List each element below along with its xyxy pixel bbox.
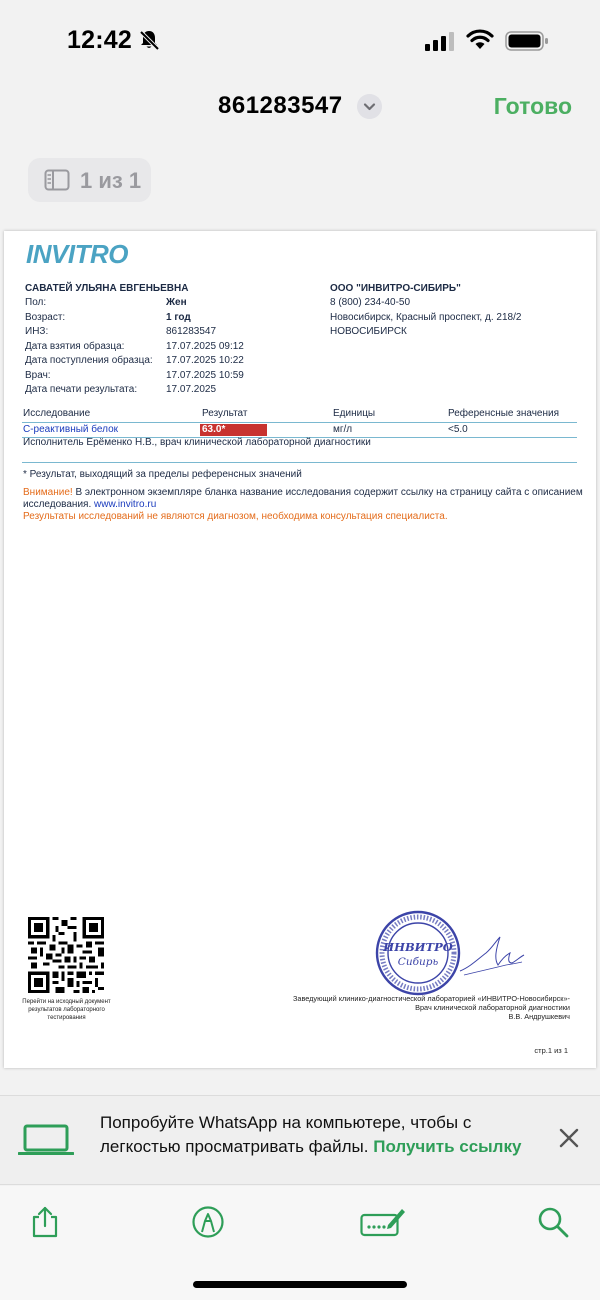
lab-city: НОВОСИБИРСК [330,326,407,337]
field-value: 861283547 [166,326,217,337]
warning-label: Внимание! [23,487,73,498]
lab-name: ООО "ИНВИТРО-СИБИРЬ" [330,283,461,294]
signature-image [456,931,526,981]
column-header: Референсные значения [448,408,560,419]
bottom-toolbar [0,1186,600,1300]
svg-text:ИНВИТРО: ИНВИТРО [383,940,453,954]
signature-icon[interactable] [360,1205,406,1239]
warning-text: исследования. [23,499,95,510]
results-table-header [22,408,577,422]
footnote: * Результат, выходящий за пределы референсных значений [23,469,302,480]
patient-name: САВАТЕЙ УЛЬЯНА ЕВГЕНЬЕВНА [25,283,189,294]
home-indicator[interactable] [193,1281,407,1288]
page-indicator-button[interactable] [28,158,151,202]
status-bar [0,0,600,80]
field-label: Возраст: [25,311,66,323]
field-label: Врач: [25,369,51,381]
column-header: Результат [202,408,248,419]
lab-phone: 8 (800) 234-40-50 [330,297,411,308]
field-value: 17.07.2025 10:22 [166,355,244,366]
share-icon[interactable] [28,1205,62,1239]
banner-message [100,1111,545,1159]
search-icon[interactable] [536,1205,570,1239]
field-label: Дата взятия образца: [25,340,125,352]
field-label: Пол: [25,297,47,308]
field-label: Дата поступления образца: [25,355,153,366]
document-title[interactable]: 861283547 [218,92,343,119]
stamp-seal [374,909,462,997]
divider [22,462,577,463]
close-icon[interactable] [557,1126,581,1150]
get-link-button[interactable]: Получить ссылку [373,1137,522,1156]
done-button[interactable]: Готово [493,93,572,119]
reference-value: <5.0 [448,424,468,435]
test-name-link[interactable]: С-реактивный белок [23,424,119,435]
executor-line: Исполнитель Ерёменко Н.В., врач клинической лабораторной диагностики [23,437,371,448]
qr-caption: Перейти на исходный документ результатов лабораторного тестирования [22,999,111,1021]
cellular-signal-icon [425,31,457,51]
wifi-icon [466,28,494,50]
head-of-lab-title: Заведующий клинико-диагностической лабораторией «ИНВИТРО-Новосибирск»- [293,994,570,1003]
field-label: Дата печати результата: [25,384,138,395]
field-label: ИНЗ: [25,326,49,337]
qr-code-icon[interactable] [28,917,104,993]
banner-text: Попробуйте WhatsApp на компьютере, чтобы с легкостью просматривать файлы. [100,1113,472,1156]
whatsapp-desktop-banner [0,1095,600,1185]
chevron-down-icon[interactable] [357,94,382,119]
sidebar-icon [44,169,70,191]
battery-icon [505,30,549,52]
column-header: Единицы [333,408,376,419]
warning-text: В электронном экземпляре бланка название исследования содержит ссылку на страницу сайта с описанием [72,487,583,498]
clock: 12:42 [67,26,132,54]
laptop-icon [18,1124,74,1156]
units-value: мг/л [333,424,353,435]
document-page[interactable] [4,231,596,1068]
bell-slash-icon [138,29,160,51]
head-of-lab-role: Врач клинической лабораторной диагностики [415,1003,570,1012]
column-header: Исследование [23,408,91,419]
field-value: 17.07.2025 [166,384,217,395]
lab-address: Новосибирск, Красный проспект, д. 218/2 [330,311,522,323]
field-value: 17.07.2025 10:59 [166,369,244,381]
svg-text:Сибирь: Сибирь [397,956,439,968]
field-value: Жен [166,297,187,308]
field-value: 17.07.2025 09:12 [166,340,244,352]
result-value-flagged: 63.0* [200,424,267,436]
disclaimer: Результаты исследований не являются диагнозом, необходима консультация специалиста. [23,511,448,522]
markup-pen-icon[interactable] [191,1205,225,1239]
page-indicator-label: 1 из 1 [80,168,142,193]
invitro-logo: INVITRO [26,239,128,269]
head-of-lab-name: В.В. Андрушкевич [508,1012,570,1021]
field-value: 1 год [166,311,191,323]
table-row [22,423,577,437]
page-number: стр.1 из 1 [534,1046,568,1055]
invitro-site-link[interactable]: www.invitro.ru [94,499,157,510]
navigation-bar [0,80,600,134]
